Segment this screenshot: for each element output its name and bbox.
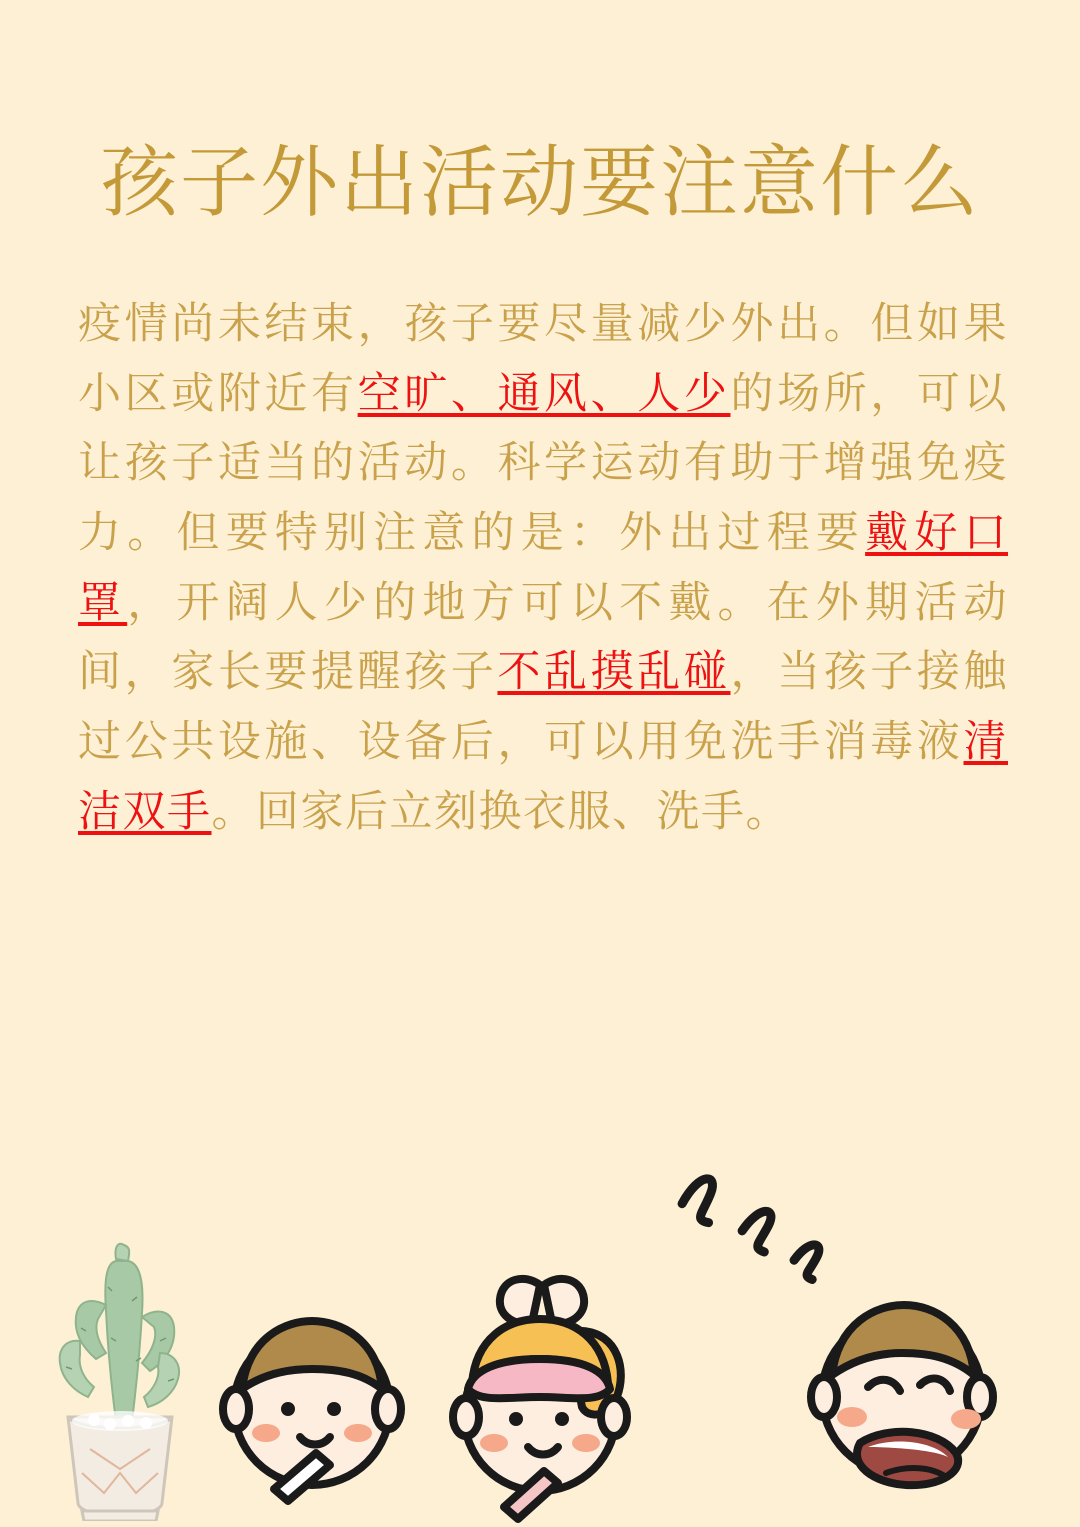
- highlighted-phrase: 不乱摸乱碰: [497, 648, 731, 697]
- body-paragraph: [78, 290, 1008, 847]
- body-text-run: 疫情尚未结束，孩子要尽量减少外出。但如果小区或附近有: [78, 300, 1008, 418]
- cactus-pot: [68, 1411, 172, 1521]
- highlighted-phrase: 清洁双手: [78, 717, 1008, 836]
- highlighted-phrase: 空旷、通风、人少: [357, 369, 731, 418]
- potted-cactus: [20, 1221, 220, 1521]
- body-text-run: 的场所，可以让孩子适当的活动。科学运动有助于增强免疫力。但要特别注意的是：外出过程要: [78, 369, 1009, 557]
- body-text-run: ，当孩子接触过公共设施、设备后，可以用免洗手消毒液: [78, 648, 1009, 766]
- boy-eating: [212, 1277, 412, 1527]
- illustration-group: [0, 1167, 1080, 1527]
- body-text-run: 。回家后立刻换衣服、洗手。: [211, 787, 790, 836]
- girl-eating: [432, 1267, 642, 1527]
- body-text-run: ，开阔人少的地方可以不戴。在外期活动间，家长要提醒孩子: [78, 578, 1009, 697]
- cactus-plant: [60, 1244, 179, 1421]
- highlighted-phrase: 戴好口罩: [78, 508, 1009, 627]
- sleeping-boy: [790, 1267, 1020, 1517]
- page-title: 孩子外出活动要注意什么: [99, 139, 980, 227]
